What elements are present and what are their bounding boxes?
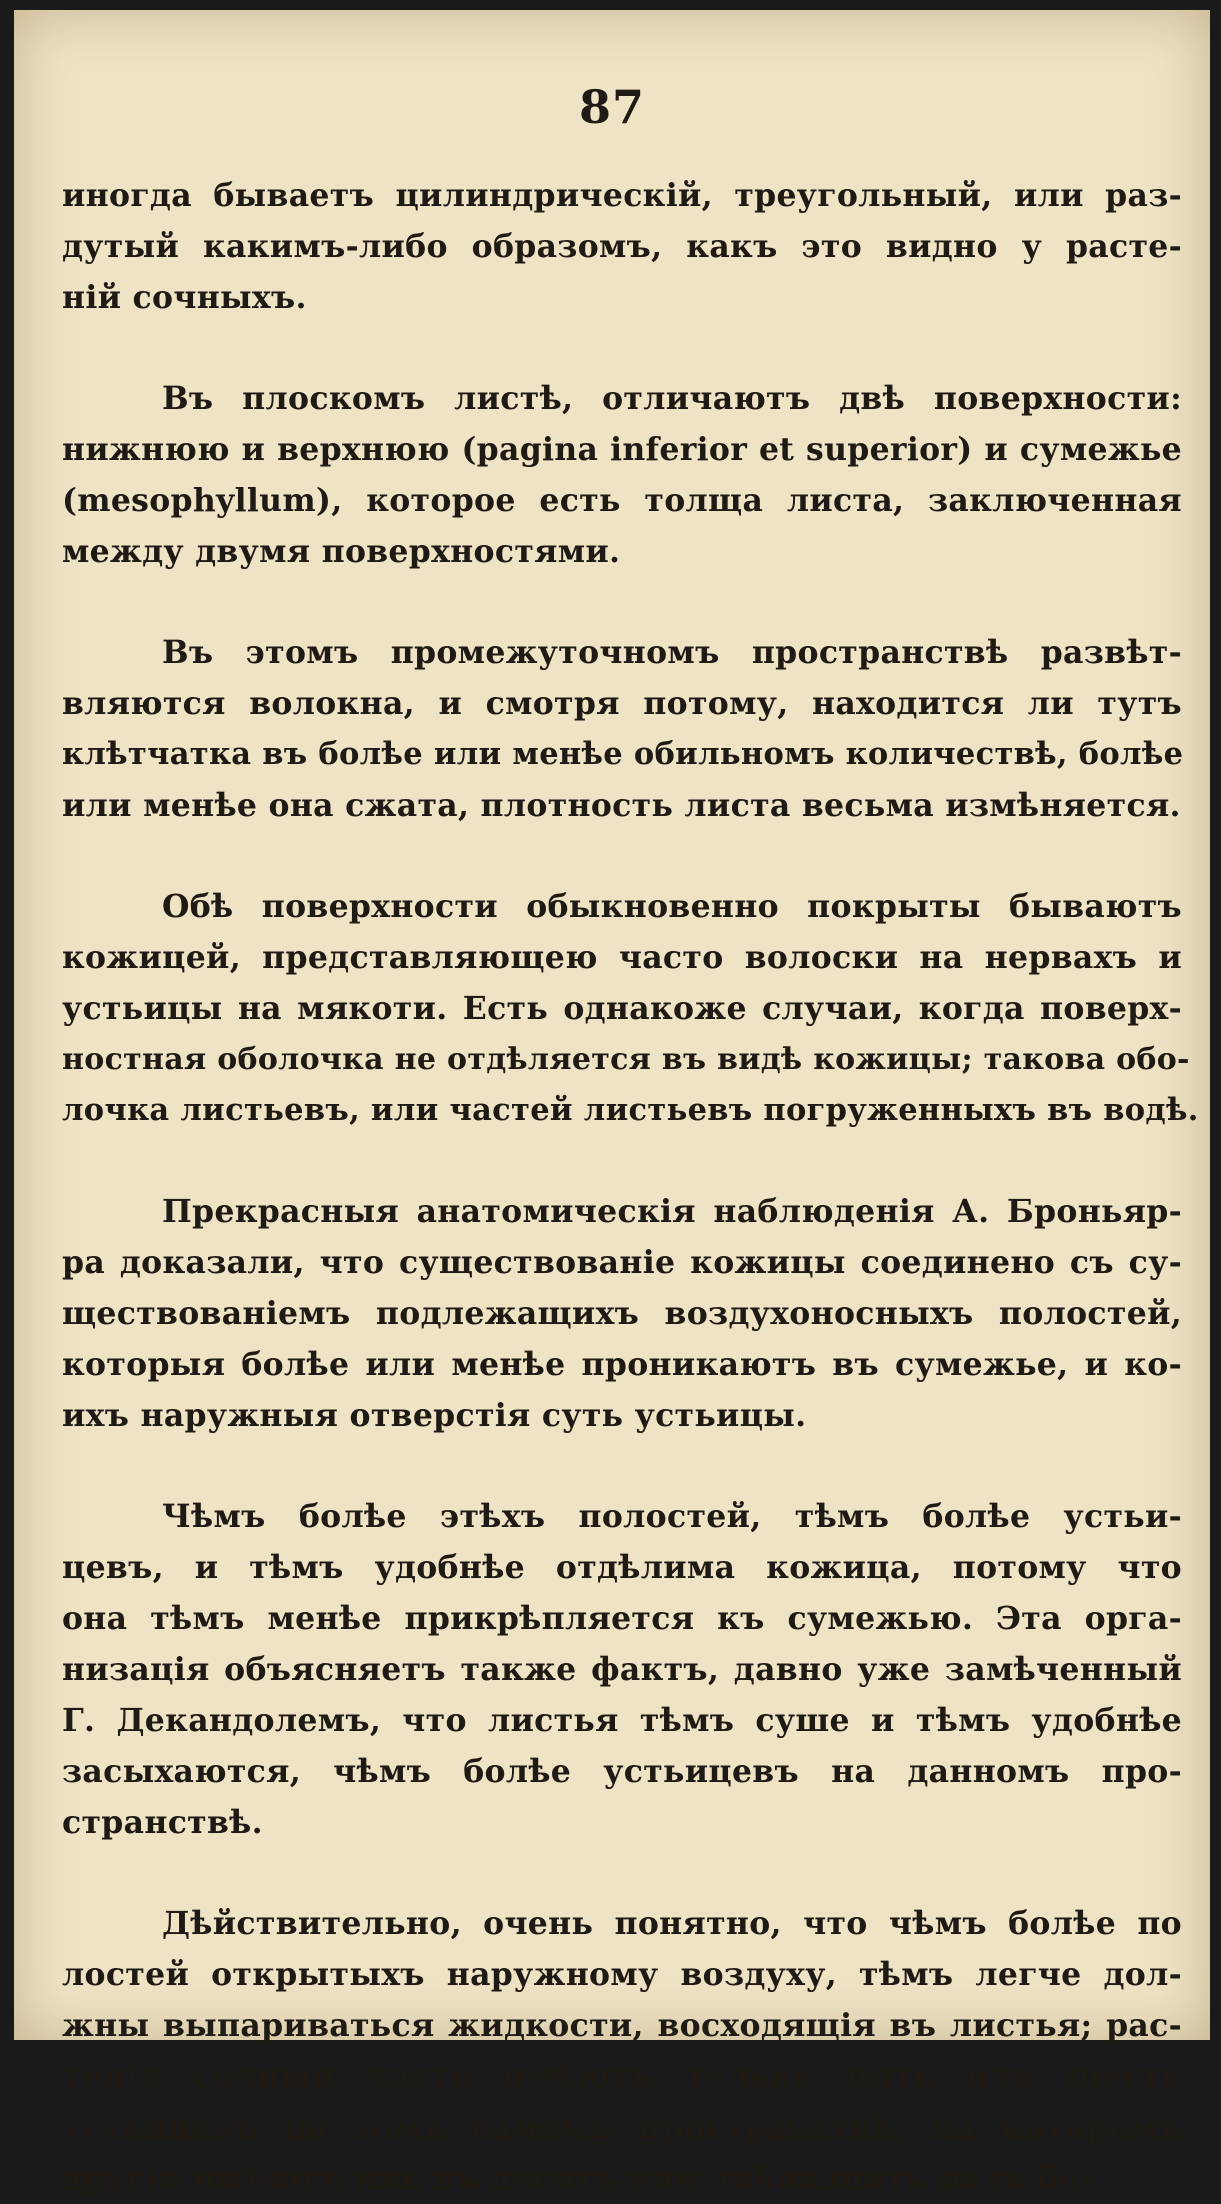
text-line: Въ плоскомъ листѣ, отличаютъ двѣ поверхности: <box>162 380 1182 417</box>
paragraph <box>62 373 1182 577</box>
paragraph-gap <box>62 831 1182 881</box>
paragraph-gap <box>62 1136 1182 1186</box>
text-line: ностная оболочка не отдѣляется въ видѣ кожицы; такова обо- <box>62 1042 1190 1077</box>
text-line: цевъ, и тѣмъ удобнѣе отдѣлима кожица, потому что <box>62 1549 1182 1586</box>
text-line: Г. Декандолемъ, что листья тѣмъ суше и тѣмъ удобнѣе <box>62 1702 1182 1739</box>
text-line: ній сочныхъ. <box>62 279 307 316</box>
text-line: засыхаются, чѣмъ болѣе устьицевъ на данномъ про- <box>62 1753 1182 1790</box>
text-line: Чѣмъ болѣе этѣхъ полостей, тѣмъ болѣе устьи- <box>162 1498 1182 1535</box>
text-line: клѣтчатка въ болѣе или менѣе обильномъ количествѣ, болѣе <box>62 736 1184 772</box>
text-line: иногда бываетъ цилиндрическій, треугольный, или раз- <box>62 177 1182 214</box>
text-line: или менѣе она сжата, плотность листа весьма измѣняется. <box>62 787 1181 824</box>
paragraph <box>62 627 1182 831</box>
page-number: 87 <box>578 80 645 134</box>
text-line: лостей открытыхъ наружному воздуху, тѣмъ легче дол- <box>62 1956 1182 1993</box>
text-line: дутый какимъ-либо образомъ, какъ это видно у расте- <box>62 228 1182 265</box>
text-line: странствѣ. <box>62 1804 263 1841</box>
text-line: лочка листьевъ, или частей листьевъ погруженныхъ въ водѣ. <box>62 1092 1199 1128</box>
text-line: которыя болѣе или менѣе проникаютъ въ сумежье, и ко- <box>62 1346 1182 1383</box>
paragraph <box>62 881 1199 1136</box>
text-line: Обѣ поверхности обыкновенно покрыты бываютъ <box>162 888 1182 925</box>
paragraph-gap <box>62 1441 1182 1491</box>
text-line: ществованіемъ подлежащихъ воздухоносныхъ полостей, <box>62 1295 1182 1332</box>
paragraph <box>62 1898 1182 2204</box>
text-line: нижнюю и верхнюю (pagina inferior et superior) и сумежье <box>62 431 1182 468</box>
paragraph-gap <box>62 1848 1182 1898</box>
text-line: низація объясняетъ также фактъ, давно уже замѣченный <box>62 1651 1182 1688</box>
text-line: жны выпариваться жидкости, восходящія въ листья; рас- <box>62 2007 1182 2044</box>
book-page <box>14 10 1210 2197</box>
text-line: тенія сочныя часто имѣютъ только пять или шесть <box>62 2058 1182 2095</box>
text-line: Прекрасныя анатомическія наблюденія А. Броньяр- <box>162 1193 1182 1230</box>
text-line: устьицевъ на томъ самомъ пространствѣ, на которомъ <box>62 2109 1182 2146</box>
paragraph <box>62 1186 1182 1441</box>
paragraph <box>62 1491 1182 1848</box>
text-line: другія имѣютъ ихъ въ десять или двѣнадцать разъ бо- <box>62 2160 1094 2197</box>
text-line: Дѣйствительно, очень понятно, что чѣмъ болѣе по <box>162 1905 1182 1942</box>
text-line: ихъ наружныя отверстія суть устьицы. <box>62 1397 807 1434</box>
text-line: кожицей, представляющею часто волоски на нервахъ и <box>62 939 1182 976</box>
text-line: (mesophyllum), которое есть толща листа, заключенная <box>62 482 1182 519</box>
text-line: между двумя поверхностями. <box>62 533 621 570</box>
text-line: она тѣмъ менѣе прикрѣпляется къ сумежью. Эта орга- <box>62 1600 1182 1637</box>
text-line: вляются волокна, и смотря потому, находится ли тутъ <box>62 685 1182 722</box>
text-line: ра доказали, что существованіе кожицы соединено съ су- <box>62 1244 1182 1281</box>
text-line: Въ этомъ промежуточномъ пространствѣ развѣт- <box>162 634 1182 671</box>
paragraph <box>62 170 1182 323</box>
page-text <box>62 170 1199 2204</box>
text-line: устьицы на мякоти. Есть однакоже случаи, когда поверх- <box>62 990 1182 1027</box>
paragraph-gap <box>62 323 1182 373</box>
paragraph-gap <box>62 577 1182 627</box>
